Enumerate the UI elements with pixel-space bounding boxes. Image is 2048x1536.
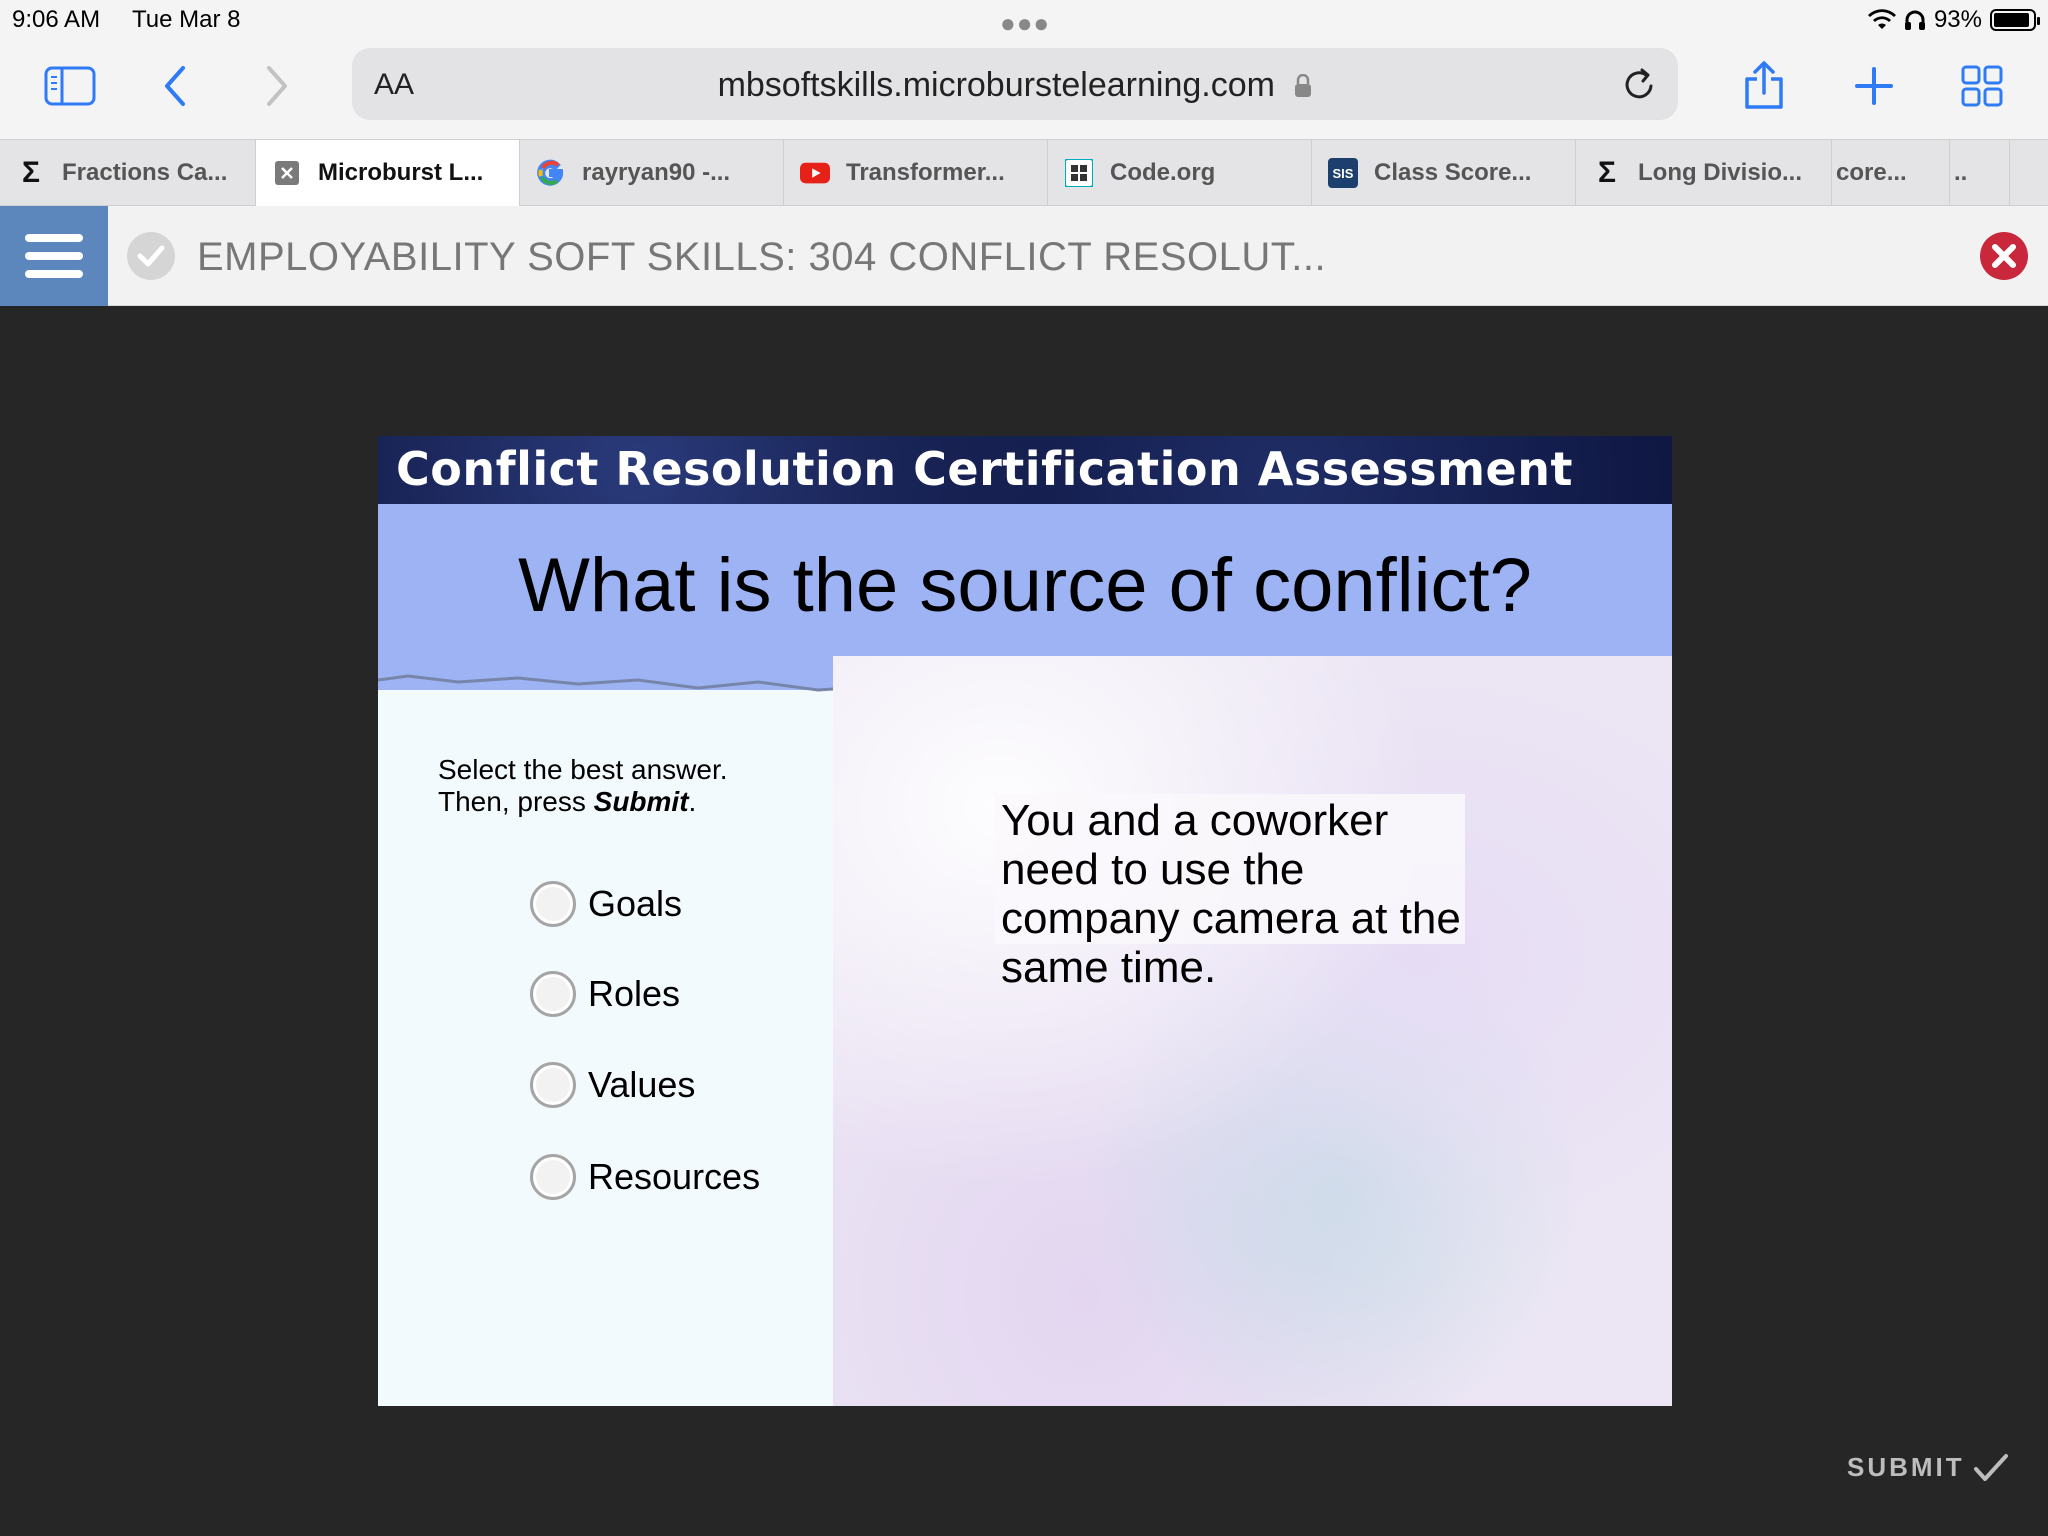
answer-option-resources[interactable]: Resources [530, 1154, 760, 1200]
sis-icon: SIS [1328, 158, 1358, 188]
tab-strip [0, 139, 2048, 206]
answer-option-goals[interactable]: Goals [530, 881, 682, 927]
course-title: EMPLOYABILITY SOFT SKILLS: 304 CONFLICT RESOLUT... [197, 235, 1327, 279]
back-icon[interactable] [148, 58, 204, 114]
tab-class-score[interactable]: SIS Class Score... [1312, 140, 1576, 206]
hamburger-menu-button[interactable] [0, 206, 108, 306]
checkmark-icon [127, 232, 175, 280]
lock-icon [1294, 74, 1312, 98]
forward-icon[interactable] [248, 58, 304, 114]
answer-option-roles[interactable]: Roles [530, 971, 680, 1017]
status-time: 9:06 AM [12, 6, 101, 33]
battery-icon [1990, 9, 2036, 31]
tab-codeorg[interactable]: Code.org [1048, 140, 1312, 206]
slide-banner [378, 436, 1672, 504]
sigma-icon: Σ [21, 156, 40, 189]
url-text[interactable]: mbsoftskills.microburstelearning.com [352, 66, 1678, 105]
question-text: What is the source of conflict? [518, 543, 1532, 628]
assessment-slide [378, 436, 1672, 1406]
scenario-text: You and a coworker need to use the company camera at the same time. [1001, 796, 1461, 992]
tab-score[interactable]: core... [1832, 140, 1950, 206]
codeorg-icon [1064, 158, 1094, 188]
scenario-box [995, 794, 1465, 992]
youtube-icon [800, 158, 830, 188]
sigma-icon: Σ [1597, 156, 1616, 189]
sidebar-toggle-icon[interactable] [42, 58, 98, 114]
tab-microburst[interactable]: Microburst L... [256, 140, 520, 206]
text-size-button[interactable]: AA [374, 68, 415, 101]
address-bar[interactable] [352, 48, 1678, 120]
tab-more[interactable]: .. [1950, 140, 2010, 206]
browser-toolbar [0, 0, 2048, 139]
tab-overview-icon[interactable] [1954, 58, 2010, 114]
multitasking-dots-icon[interactable]: ●●● [1000, 8, 1051, 38]
close-tab-icon[interactable] [272, 158, 302, 188]
instructions: Select the best answer. Then, press Submit. [438, 754, 728, 817]
tab-fractions[interactable]: Σ Fractions Ca... [0, 140, 256, 206]
radio-button[interactable] [530, 1062, 576, 1108]
checkmark-icon [1973, 1453, 2009, 1483]
new-tab-icon[interactable] [1846, 58, 1902, 114]
headphones-icon [1904, 9, 1926, 31]
close-course-icon[interactable] [1978, 230, 2030, 287]
share-icon[interactable] [1736, 58, 1792, 114]
answer-option-values[interactable]: Values [530, 1062, 695, 1108]
battery-percent: 93% [1933, 6, 1982, 33]
radio-button[interactable] [530, 1154, 576, 1200]
banner-title: Conflict Resolution Certification Assessment [396, 442, 1573, 496]
course-header [0, 206, 2048, 306]
scenario-panel [833, 656, 1672, 1406]
status-indicators [1868, 6, 2036, 34]
submit-button[interactable]: SUBMIT [1847, 1452, 2009, 1483]
tab-long-division[interactable]: Σ Long Divisio... [1576, 140, 1832, 206]
reload-icon[interactable] [1620, 64, 1658, 109]
status-date: Tue Mar 8 [132, 6, 241, 33]
tab-google[interactable]: rayryan90 -... [520, 140, 784, 206]
tab-youtube[interactable]: Transformer... [784, 140, 1048, 206]
radio-button[interactable] [530, 881, 576, 927]
radio-button[interactable] [530, 971, 576, 1017]
wifi-icon [1868, 9, 1896, 31]
google-icon [536, 158, 566, 188]
